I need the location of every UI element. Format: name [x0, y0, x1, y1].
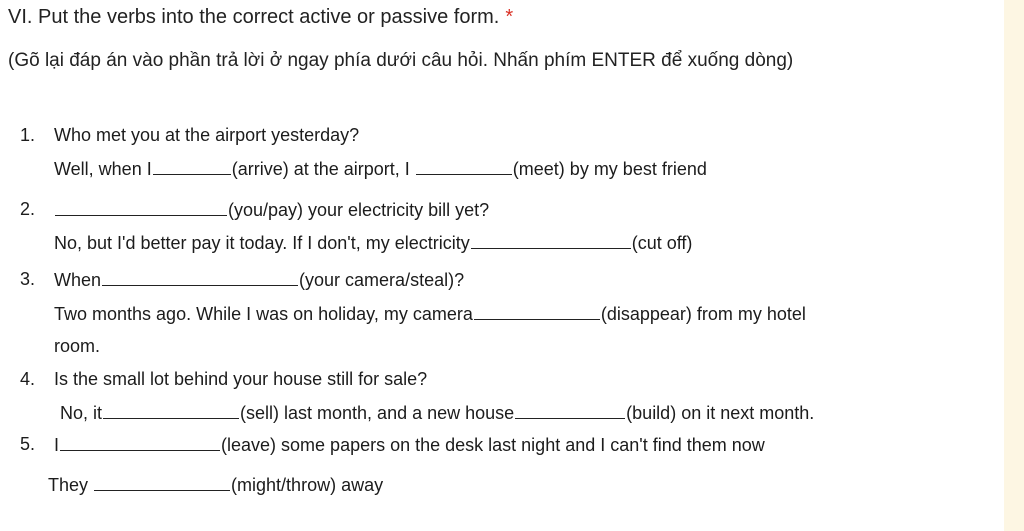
item-3-question-line [54, 269, 464, 291]
item-5-question-line [54, 434, 765, 456]
item-2-text-a: No, but I'd better pay it today. If I don't, my electricity [54, 233, 470, 253]
item-4-number: 4. [20, 369, 36, 389]
item-5-answer-line [48, 474, 383, 496]
item-1-question: Who met you at the airport yesterday? [54, 125, 360, 145]
item-4-text-b: (sell) last month, and a new house [240, 403, 515, 423]
item-4-text-c: (build) on it next month. [626, 403, 815, 423]
item-4-text-a: No, it [60, 403, 103, 423]
item-2-blank-2 [471, 232, 631, 249]
item-1-blank-2 [416, 158, 512, 175]
item-2-question-line [54, 199, 489, 221]
item-5-text-b: (leave) some papers on the desk last night and I can't find them now [221, 435, 765, 455]
item-3-text-d: (disappear) from my hotel [600, 304, 806, 324]
question-title-text: VI. Put the verbs into the correct active or passive form. [8, 6, 500, 28]
item-5-blank-2 [94, 474, 230, 491]
item-5-text-c: They [48, 475, 89, 495]
item-3-answer-wrap: room. [54, 336, 101, 356]
item-5-blank-1 [60, 434, 220, 451]
item-4-answer-line [60, 402, 814, 424]
item-4-blank-2 [515, 402, 625, 419]
question-title [8, 6, 513, 29]
item-3-answer-line [54, 303, 806, 325]
item-2-blank-1 [55, 199, 227, 216]
item-3-number: 3. [20, 269, 36, 289]
item-3-text-a: When [54, 270, 102, 290]
item-3-blank-2 [474, 303, 600, 320]
item-1-blank-1 [153, 158, 231, 175]
item-3-blank-1 [102, 269, 298, 286]
item-5-number: 5. [20, 434, 36, 454]
item-3-text-b: (your camera/steal)? [299, 270, 465, 290]
item-5-text-d: (might/throw) away [231, 475, 384, 495]
item-2-text-b: (you/pay) your electricity bill yet? [228, 200, 490, 220]
item-4-blank-1 [103, 402, 239, 419]
item-5-text-a: I [54, 435, 60, 455]
item-2-text-c: (cut off) [631, 233, 693, 253]
required-asterisk: * [505, 6, 514, 28]
item-1-text-a: Well, when I [54, 159, 152, 179]
right-margin-strip [1004, 0, 1024, 531]
item-1-answer-line [54, 158, 707, 180]
item-2-answer-line [54, 232, 692, 254]
item-4-question: Is the small lot behind your house still for sale? [54, 369, 428, 389]
item-3-text-c: Two months ago. While I was on holiday, my camera [54, 304, 473, 324]
item-1-number: 1. [20, 125, 36, 145]
answer-instructions: (Gõ lại đáp án vào phần trả lời ở ngay phía dưới câu hỏi. Nhấn phím ENTER để xuống dòng) [8, 50, 794, 71]
item-2-number: 2. [20, 199, 36, 219]
item-1-text-b: (arrive) at the airport, I [231, 159, 410, 179]
item-1-text-c: (meet) by my best friend [512, 159, 707, 179]
